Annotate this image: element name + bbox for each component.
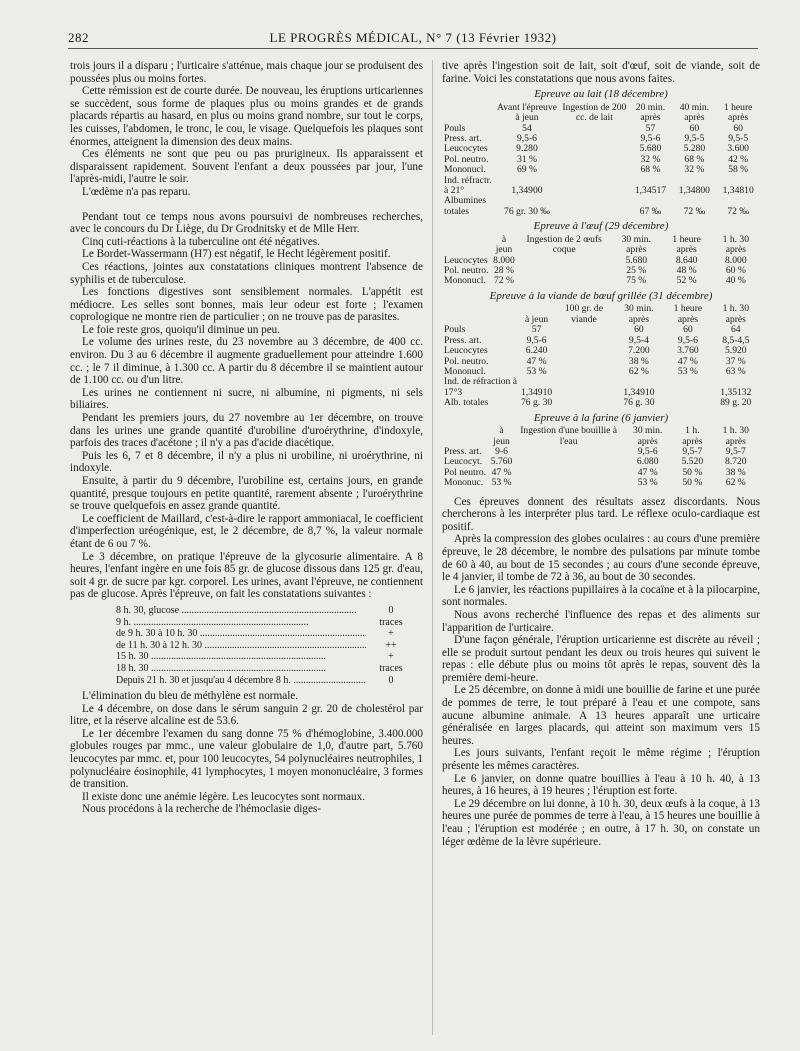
table-cell: 53 % — [526, 365, 547, 377]
paragraph: Après la compression des globes oculaires : au cours d'une première épreuve, le 28 décembre, le nombre des pulsations par minute tombe de 60 à 40, au bout de 15 secondes ; au cours d'une seconde épreuve, le 4 janvier, il tombe de 72 à 36, au bout de 30 secondes. — [442, 533, 760, 584]
table-cell: 9,5-6 — [516, 133, 537, 144]
table-cell: 47 % — [526, 355, 547, 367]
page-header — [68, 28, 758, 49]
table-cell: 9,5-6 — [637, 445, 658, 457]
paragraph: L'œdème n'a pas reparu. — [82, 185, 191, 198]
row-label: Mononucl. — [444, 275, 486, 287]
data-table — [442, 304, 760, 408]
column-header: 1 heure après — [672, 233, 701, 256]
table-cell: 9,5-7 — [725, 445, 746, 457]
table-cell: 50 % — [682, 466, 703, 478]
paragraph: Ces épreuves donnent des résultats assez discordants. Nous chercherons à les interpréter plus tard. Le réflexe oculo-cardiaque est positif. — [442, 495, 760, 533]
column-header: 1 h. 30 après — [722, 303, 749, 325]
table-cell — [560, 176, 628, 186]
table-cell: 31 % — [516, 153, 537, 165]
table-cell: 42 % — [728, 153, 749, 165]
table-header-row — [442, 426, 760, 447]
table-cell — [560, 124, 628, 134]
table-row — [442, 325, 760, 335]
data-table — [442, 103, 760, 217]
paragraph: Le 25 décembre, on donne à midi une bouillie de farine et une purée de pommes de terre, le tout préparé à l'eau et une compote, sans aucune albumine animale. A 13 heures apparaît une urticaire généralisée en larges placards, qui atteint son maximum vers 15 heures. — [442, 684, 760, 747]
row-label: Press. art. — [444, 133, 482, 144]
paragraph: D'une façon générale, l'éruption urticarienne est discrète au réveil ; elle se produit surtout pendant les deux ou trois heures qui suivent le repas : elle débute plus ou moins tôt après le repas, souvent dès la première demi-heure. — [442, 634, 760, 684]
table-cell: 60 — [634, 324, 644, 336]
column-header: à jeun — [493, 425, 510, 447]
paragraph: Ensuite, à partir du 9 décembre, l'urobiline est, certains jours, en grande quantité, presque toujours en petite quantité, rarement absente ; l'uroérythrine se trouve quelquefois en assez grande quantité. — [70, 475, 423, 513]
column-header: à jeun — [495, 233, 513, 256]
schedule-time: 8 h. 30, glucose ..... — [116, 605, 366, 617]
schedule-row — [116, 617, 423, 629]
column-header: Ingestion de 200 cc. de lait — [562, 101, 627, 124]
schedule-value: 0 — [388, 674, 394, 686]
table-cell: 8.720 — [724, 456, 747, 468]
table-caption: Epreuve à la farine (6 janvier) — [533, 411, 669, 424]
table-cell: 9,5-4 — [628, 334, 649, 346]
table-cell: 58 % — [728, 164, 749, 176]
paragraph: Le 6 janvier, on donne quatre bouillies à l'eau à 10 h. 40, à 13 heures, à 16 heures, à 19 heures ; l'éruption est forte. — [442, 772, 760, 798]
row-label: Mononuc. — [444, 477, 484, 489]
table-cell: 1,34910 — [520, 386, 553, 398]
table-cell: 47 % — [637, 466, 658, 478]
column-header: 30 min. après — [624, 303, 654, 325]
page-number: 282 — [68, 30, 89, 45]
table-row — [442, 398, 760, 408]
table-caption: Epreuve à l'œuf (29 décembre) — [533, 220, 669, 233]
table-cell — [554, 357, 613, 367]
column-header: 1 heure après — [673, 303, 703, 325]
paragraph: trois jours il a disparu ; l'urticaire s'atténue, mais chaque jour se produisent des poussées plus ou moins fortes. — [70, 60, 423, 85]
table-cell — [664, 398, 711, 408]
table-cell — [515, 457, 622, 467]
paragraph: L'élimination du bleu de méthylène est normale. — [82, 690, 299, 703]
row-label: Alb. totales — [444, 397, 489, 409]
table-cell: 72 ‰ — [683, 205, 706, 217]
data-table — [442, 235, 760, 287]
row-label: Leucocyt. — [444, 456, 483, 468]
column-header — [442, 304, 519, 325]
table-cell: 1,34800 — [678, 185, 710, 197]
table-cell — [515, 468, 622, 478]
table-cell — [560, 186, 628, 196]
column-header: 100 gr. de viande — [564, 303, 603, 325]
table-cell: 67 ‰ — [639, 205, 662, 217]
row-label: Press. art. — [444, 445, 482, 457]
table-cell: 54 — [522, 122, 532, 134]
table-cell: 60 — [689, 122, 700, 134]
table-row — [442, 186, 760, 196]
paragraph: tive après l'ingestion soit de lait, soit d'œuf, soit de viande, soit de farine. Voici les constatations que nous avons faites. — [442, 60, 760, 85]
table-cell: 47 % — [491, 466, 512, 478]
table-caption: Epreuve à la viande de bœuf grillée (31 décembre) — [489, 289, 713, 302]
table-cell: 62 % — [725, 477, 746, 489]
table-cell: 50 % — [682, 477, 703, 489]
column-header: à jeun — [524, 313, 549, 325]
table-cell: 53 % — [677, 365, 698, 377]
column-divider — [432, 60, 433, 1035]
table-cell: 57 — [645, 122, 656, 134]
row-label: Leucocytes — [444, 345, 488, 357]
table-cell: 5.920 — [725, 345, 747, 357]
paragraph: Il existe donc une anémie légère. Les leucocytes sont normaux. — [82, 790, 366, 803]
row-label: 17°3 — [444, 386, 463, 398]
table-cell: 32 % — [684, 164, 705, 176]
table-cell — [554, 377, 613, 387]
table-cell: 72 % — [493, 275, 514, 287]
table-row — [442, 346, 760, 356]
table-caption: Epreuve au lait (18 décembre) — [534, 88, 668, 101]
table-cell: 5.760 — [490, 456, 513, 468]
table-cell — [554, 325, 613, 335]
table-cell: 6.080 — [636, 456, 659, 468]
row-label: Leucocytes — [444, 143, 488, 155]
table-cell: 32 % — [640, 153, 661, 165]
column-header: 1 h. 30 après — [722, 425, 749, 447]
schedule-time: 18 h. 30 ..... — [116, 663, 366, 675]
table-cell: 40 % — [725, 275, 746, 287]
table-cell: 5.680 — [625, 254, 648, 266]
column-header: 30 min. après — [633, 425, 663, 447]
schedule-row — [116, 651, 423, 663]
row-label: Pouls — [444, 324, 466, 336]
row-label: Press. art. — [444, 334, 482, 346]
column-header — [442, 235, 491, 256]
table-cell: 47 % — [677, 355, 698, 367]
table-header-row — [442, 235, 760, 256]
schedule-time: de 11 h. 30 à 12 h. 30 ..... — [116, 640, 366, 652]
table-cell — [554, 388, 613, 398]
table-cell: 60 — [733, 122, 743, 134]
table-cell: 8,5-4,5 — [722, 334, 750, 346]
row-label: à 21° — [444, 185, 465, 197]
column-header: 40 min. après — [679, 101, 710, 124]
table-cell — [560, 134, 628, 144]
paragraph: Puis les 6, 7 et 8 décembre, il n'y a plus ni urobiline, ni uroérythrine, ni indoxyle. — [70, 449, 423, 475]
paragraph: Le 4 décembre, on dose dans le sérum sanguin 2 gr. 20 de cholestérol par litre, et la réserve alcaline est de 53.6. — [70, 702, 423, 728]
table-cell: 89 g. 20 — [720, 397, 752, 409]
schedule-row — [116, 640, 423, 652]
table-cell: 9,5-5 — [728, 133, 749, 144]
schedule-value: ++ — [385, 639, 397, 651]
table-cell: 5.280 — [683, 143, 706, 155]
table-cell: 75 % — [626, 275, 647, 287]
table-cell: 1,34517 — [634, 185, 667, 197]
schedule-row — [116, 628, 423, 640]
table-cell: 60 % — [725, 265, 746, 277]
table-cell: 5.520 — [681, 456, 704, 468]
table-cell: 63 % — [725, 365, 746, 377]
row-label: Mononucl. — [444, 365, 486, 377]
journal-title: LE PROGRÈS MÉDICAL, N° 7 (13 Février 1932) — [269, 30, 557, 45]
column-header: Ingestion d'une bouillie à l'eau — [520, 425, 618, 447]
table-cell: 25 % — [626, 265, 647, 277]
row-label: Leucocytes — [444, 254, 488, 266]
table-cell: 69 % — [516, 164, 537, 176]
row-label: Pol. neutro. — [444, 355, 489, 367]
paragraph: Le 1er décembre l'examen du sang donne 75 % d'hémoglobine, 3.400.000 globules rouges par mmc., une valeur globulaire de 1,0, d'autre part, 5.760 leucocytes par mmc. et, pour 100 leucocytes, 54 polynucléaires neutrophiles, 1 polynucléaire éosinophile, 41 lymphocytes, 1 moyen mononucléaire, 3 formes de transition. — [70, 727, 423, 791]
row-label: Ind. réfractr. — [444, 174, 492, 186]
table-row — [442, 144, 760, 154]
row-label: Pol neutro. — [444, 466, 487, 478]
paragraph: Ces éléments ne sont que peu ou pas prurigineux. Ils apparaissent et disparaissent rapidement. Souvent l'enfant a deux poussées par jour, l'une l'après-midi, l'autre le soir. — [70, 148, 423, 186]
paragraph: Le foie reste gros, quoiqu'il diminue un peu. — [82, 323, 281, 336]
table-cell: 6.240 — [525, 345, 548, 357]
table-cell: 28 % — [493, 265, 514, 277]
table-cell: 8.640 — [675, 254, 698, 266]
table-cell: 9,5-6 — [677, 334, 698, 346]
table-cell: 68 % — [640, 164, 661, 176]
schedule-value: traces — [379, 616, 403, 628]
table-cell: 38 % — [628, 355, 649, 367]
paragraph: Le coefficient de Maillard, c'est-à-dire le rapport ammoniacal, le coefficient d'imperfection uréogénique, est, le 2 décembre, de 8,7 %, la valeur normale étant de 6 ou 7 %. — [70, 512, 423, 550]
table-cell: 1,35132 — [720, 386, 752, 398]
table-cell: 9-6 — [495, 445, 508, 457]
table-cell: 8.000 — [725, 254, 747, 266]
table-cell — [560, 155, 628, 165]
paragraph: Le 6 janvier, les réactions pupillaires à la cocaïne et à la pilocarpine, sont normales. — [442, 583, 760, 609]
paragraph: Les urines ne contiennent ni sucre, ni albumine, ni pigments, ni sels biliaires. — [70, 386, 423, 412]
table-row — [442, 447, 760, 457]
table-row — [442, 196, 760, 206]
paragraph: Cette rémission est de courte durée. De nouveau, les éruptions urticariennes se succèdent, sous forme de plaques plus ou moins grandes et de grands placards répartis au hasard, en plus ou moins grand nombre, sur tout le corps, les cuisses, l'abdomen, le tronc, le cou, le visage. Quelquefois les plaques sont énormes, atteignent la dimension des deux mains. — [70, 85, 423, 148]
column-header: 30 min. après — [621, 233, 651, 256]
data-table — [442, 426, 760, 488]
table-cell: 5.680 — [639, 143, 662, 155]
paragraph: Le Bordet-Wassermann (H7) est négatif, le Hecht légèrement positif. — [82, 248, 391, 261]
column-header: Ingestion de 2 œufs coque — [526, 233, 602, 256]
paragraph: Le 29 décembre on lui donne, à 10 h. 30, deux œufs à la coque, à 13 heures une purée de pommes de terre à l'eau, à 15 heures une bouillie à l'eau ; l'éruption est modérée ; en outre, à 17 h. 30, on constate un léger œdème de la lèvre supérieure. — [442, 797, 760, 848]
column-header: 20 min. après — [635, 101, 666, 124]
glucose-schedule — [116, 605, 423, 686]
table-cell: 76 gr. 30 ‰ — [504, 205, 550, 217]
table-row — [442, 155, 760, 165]
schedule-row — [116, 605, 423, 617]
schedule-time: 15 h. 30 ..... — [116, 651, 366, 663]
schedule-time: 9 h. ..... — [116, 617, 366, 629]
schedule-time: Depuis 21 h. 30 et jusqu'au 4 décembre 8 h. ..... — [116, 675, 366, 687]
paragraph: Cinq cuti-réactions à la tuberculine ont été négatives. — [82, 235, 320, 248]
table-cell: 76 g. 30 — [623, 397, 655, 409]
table-cell: 9,5-6 — [640, 133, 661, 144]
schedule-value: + — [388, 651, 394, 663]
paragraph: Pendant tout ce temps nous avons poursuivi de nombreuses recherches, avec le concours du Dr Liège, du Dr Grodnitsky et de Mlle Herr. — [70, 210, 423, 236]
column-header: 1 h. 30 après — [722, 233, 750, 256]
row-label: Ind. de réfraction à — [444, 376, 517, 388]
table-header-row — [442, 103, 760, 124]
table-cell — [554, 336, 613, 346]
paragraph: Le 3 décembre, on pratique l'épreuve de la glycosurie alimentaire. A 8 heures, l'enfant ingère en une fois 85 gr. de glucose dissous dans 125 gr. d'eau, soit 4 gr. de sucre par kgr. corporel. Les urines, avant l'épreuve, ne contiennent pas de glucose. Après l'épreuve, on fait les constatations suivantes : — [70, 550, 423, 601]
paragraph: Nous procédons à la recherche de l'hémoclasie diges- — [82, 803, 322, 816]
table-cell: 9,5-5 — [684, 133, 705, 144]
row-label: Albumines — [444, 195, 487, 207]
table-cell: 7.200 — [628, 345, 650, 357]
table-cell: 53 % — [637, 477, 658, 489]
table-cell: 1,34810 — [722, 185, 754, 197]
table-row — [442, 276, 760, 286]
paragraph: Le volume des urines reste, du 23 novembre au 3 décembre, de 400 cc. environ. Du 3 au 6 décembre il augmente graduellement pour atteindre 1.600 cc. ; le 7 il diminue, à 1.300 cc. A partir du 8 décembre il se maintient autour de 1.100 cc. ou d'un litre. — [70, 336, 423, 387]
table-cell — [517, 256, 611, 266]
table-row — [442, 377, 760, 387]
table-row — [442, 176, 760, 186]
table-cell — [515, 478, 622, 488]
table-cell: 53 % — [491, 477, 512, 489]
paragraph: Ces réactions, jointes aux constatations cliniques montrent l'absence de syphilis et de tuberculose. — [70, 260, 423, 286]
table-cell: 57 — [531, 324, 542, 336]
table-cell: 60 — [683, 324, 693, 336]
table-row — [442, 468, 760, 478]
column-header: 1 heure après — [723, 101, 753, 124]
table-row — [442, 478, 760, 488]
table-row — [442, 266, 760, 276]
schedule-value: traces — [379, 662, 403, 674]
table-header-row — [442, 304, 760, 325]
schedule-row — [116, 675, 423, 687]
column-header — [442, 426, 488, 447]
row-label: totales — [444, 205, 470, 217]
table-cell: 37 % — [725, 355, 746, 367]
left-column — [70, 60, 423, 816]
schedule-time: de 9 h. 30 à 10 h. 30 ..... — [116, 628, 366, 640]
table-cell — [664, 377, 711, 387]
table-cell — [554, 398, 613, 408]
table-row — [442, 256, 760, 266]
table-cell: 48 % — [676, 265, 697, 277]
row-label: Pol. neutro. — [444, 153, 489, 165]
schedule-value: + — [388, 628, 394, 640]
table-row — [442, 124, 760, 134]
table-cell — [560, 207, 628, 217]
table-cell: 1,34910 — [623, 386, 655, 398]
row-label: Pol. neutro. — [444, 265, 489, 277]
table-cell — [560, 144, 628, 154]
table-cell: 72 ‰ — [727, 205, 749, 217]
column-header — [442, 103, 494, 124]
table-cell: 9,5-6 — [526, 334, 547, 346]
paragraph: Les jours suivants, l'enfant reçoit le même régime ; l'éruption présente les mêmes caractères. — [442, 747, 760, 773]
table-cell — [554, 367, 613, 377]
schedule-row — [116, 663, 423, 675]
table-cell — [560, 196, 628, 206]
table-cell: 3.760 — [677, 345, 699, 357]
column-header: 1 h. après — [682, 425, 703, 447]
table-row — [442, 207, 760, 217]
table-cell — [517, 276, 611, 286]
table-cell: 52 % — [676, 275, 697, 287]
table-row — [442, 357, 760, 367]
table-cell — [517, 266, 611, 276]
table-row — [442, 457, 760, 467]
paragraph: Pendant les premiers jours, du 27 novembre au 1er décembre, on trouve dans les urines une grande quantité d'urobiline d'uroérythrine, d'indoxyle, parfois des traces d'acétone ; il n'y a pas d'acide diacétique. — [70, 412, 423, 450]
table-cell: 62 % — [628, 365, 649, 377]
table-cell: 38 % — [725, 466, 746, 478]
table-cell: 1,34900 — [511, 185, 543, 197]
table-cell — [515, 447, 622, 457]
table-cell: 64 — [731, 324, 741, 336]
schedule-value: 0 — [388, 604, 394, 616]
table-cell: 8.000 — [493, 254, 515, 266]
table-cell: 68 % — [684, 153, 705, 165]
column-header: Avant l'épreuve à jeun — [497, 101, 557, 124]
table-cell — [560, 165, 628, 175]
table-cell: 76 g. 30 — [520, 397, 553, 409]
table-cell — [664, 388, 711, 398]
row-label: Pouls — [444, 122, 466, 134]
row-label: Mononucl. — [444, 164, 486, 176]
table-row — [442, 388, 760, 398]
table-row — [442, 336, 760, 346]
right-column — [442, 60, 760, 848]
table-cell: 9,5-7 — [682, 445, 703, 457]
paragraph: Nous avons recherché l'influence des repas et des aliments sur l'apparition de l'urticaire. — [442, 608, 760, 634]
table-cell — [554, 346, 613, 356]
table-cell: 9.280 — [516, 143, 538, 155]
table-cell: 3.600 — [727, 143, 749, 155]
paragraph: Les fonctions digestives sont sensiblement normales. L'appétit est médiocre. Les selles sont bonnes, mais leur odeur est forte ; l'examen coprologique ne montre rien de particulier ; on ne trouve pas de parasites. — [70, 286, 423, 324]
table-row — [442, 134, 760, 144]
